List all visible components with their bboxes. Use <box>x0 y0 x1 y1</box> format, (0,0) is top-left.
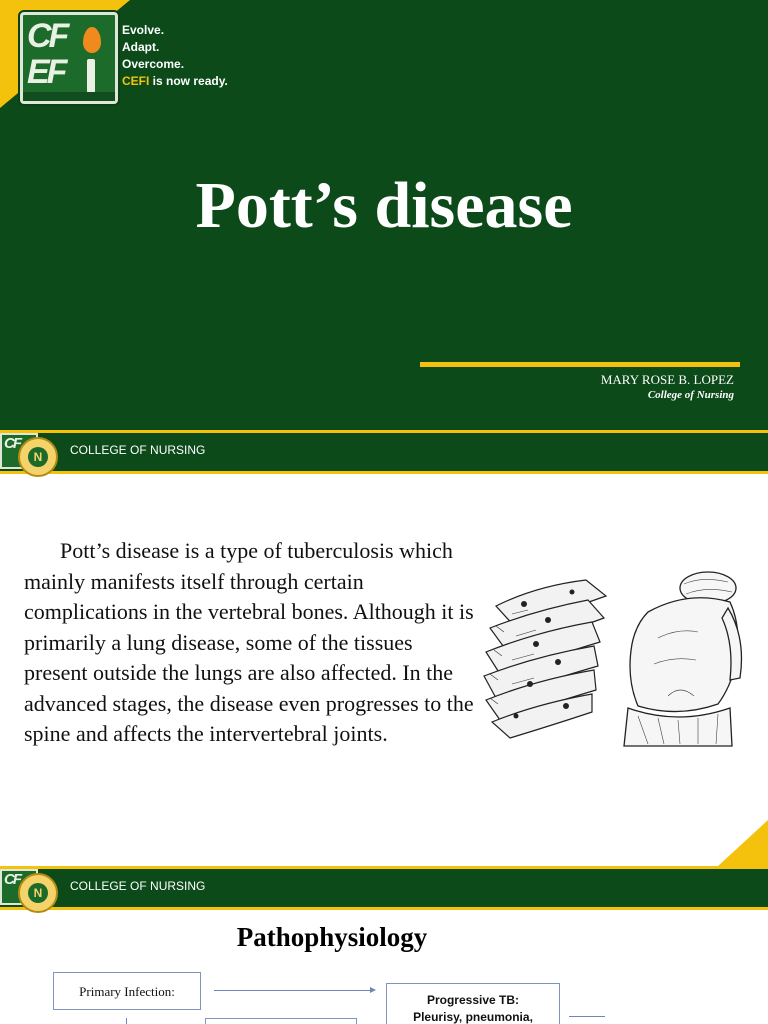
body-paragraph: Pott’s disease is a type of tuberculosis which mainly manifests itself through certain complications in the vertebral bones. Although it is primarily a lung disease, some of the tissues present outside the lungs are also affected. In the advanced stages, the disease even progresses to the spine and affects the intervertebral joints. <box>24 538 474 746</box>
seal-letter: N <box>28 883 48 903</box>
content-slide <box>0 430 768 866</box>
cefi-logo-icon <box>20 12 118 104</box>
flow-box-partial <box>205 1018 357 1024</box>
header-label: COLLEGE OF NURSING <box>70 443 206 457</box>
logo-letters-bottom: EF <box>27 53 65 91</box>
gold-divider <box>420 362 740 367</box>
flow-connector-down <box>126 1018 127 1024</box>
college-name: College of Nursing <box>647 389 734 401</box>
pathophysiology-slide <box>0 866 768 1024</box>
flame-icon <box>83 27 101 53</box>
header-label: COLLEGE OF NURSING <box>70 879 206 893</box>
seal-letter: N <box>28 447 48 467</box>
logo-letters-top: CF <box>27 17 67 55</box>
flow-box-progressive-tb <box>386 983 560 1024</box>
gold-corner-triangle-bottom <box>718 820 768 866</box>
progressive-tb-line-1: Progressive TB: <box>426 993 520 1007</box>
flow-arrow <box>214 990 374 991</box>
tagline-line-2: Adapt. <box>122 40 160 54</box>
nursing-seal-icon <box>18 437 58 477</box>
caduceus-icon <box>87 59 95 93</box>
logo-small-letters: CF <box>4 435 20 452</box>
tagline-rest: is now ready. <box>149 74 228 88</box>
spine-illustration <box>476 566 616 742</box>
flow-box-primary-infection: Primary Infection: <box>53 972 201 1010</box>
tagline-line-3: Overcome. <box>122 57 185 71</box>
logo-small-letters: CF <box>4 871 20 888</box>
title-slide <box>0 0 768 430</box>
progressive-tb-line-2: Pleurisy, pneumonia, <box>413 1010 533 1024</box>
author-name: MARY ROSE B. LOPEZ <box>600 372 734 387</box>
nursing-seal-icon <box>18 873 58 913</box>
tagline-highlight: CEFI <box>122 74 150 88</box>
patient-back-illustration <box>618 568 748 750</box>
tagline-line-4 <box>122 73 228 90</box>
flow-connector-right <box>569 1016 605 1017</box>
tagline-line-1: Evolve. <box>122 23 165 37</box>
slide-title: Pott’s disease <box>195 169 573 242</box>
pathophysiology-title: Pathophysiology <box>236 922 428 952</box>
logo-band <box>23 92 115 101</box>
header-bar <box>0 866 768 910</box>
header-bar <box>0 430 768 474</box>
tagline <box>122 22 228 90</box>
